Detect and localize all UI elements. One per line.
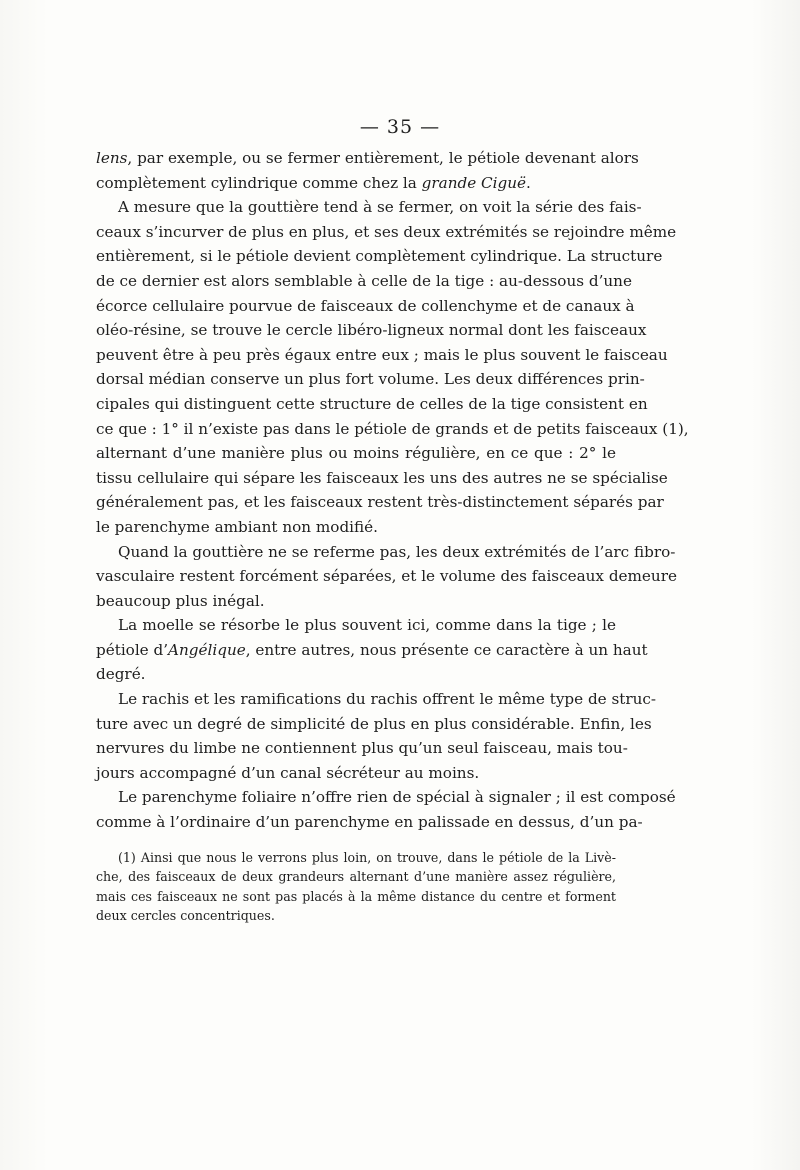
text-segment: vasculaire restent forcément séparées, et le volume des faisceaux demeure — [96, 567, 677, 586]
text-line — [96, 318, 647, 343]
text-segment: ture avec un degré de simplicité de plus en plus considérable. Enfin, les — [96, 714, 652, 733]
text-segment: beaucoup plus inégal. — [96, 591, 265, 610]
text-line — [96, 220, 677, 245]
italic-term: grande Ciguë — [421, 173, 526, 192]
text-segment: le parenchyme ambiant non modifié. — [96, 517, 378, 536]
text-segment: pétiole d’ — [96, 640, 169, 659]
italic-term: Angélique — [168, 640, 246, 659]
text-line — [96, 195, 642, 220]
text-segment: ceaux s’incurver de plus en plus, et ses deux extrémités se rejoindre même — [96, 222, 677, 241]
text-line — [96, 589, 616, 614]
text-segment: entièrement, si le pétiole devient complètement cylindrique. La structure — [96, 247, 663, 266]
text-segment: La moelle se résorbe le plus souvent ici, comme dans la tige ; le — [118, 616, 616, 635]
text-segment: alternant d’une manière plus ou moins régulière, en ce que : 2° le — [96, 444, 616, 463]
text-line — [96, 343, 668, 368]
text-segment: . — [526, 173, 531, 192]
text-segment: Le parenchyme foliaire n’offre rien de spécial à signaler ; il est composé — [118, 788, 676, 807]
text-line — [96, 638, 648, 663]
paragraph — [96, 146, 639, 195]
text-line — [96, 810, 643, 835]
text-segment: Quand la gouttière ne se referme pas, les deux extrémités de l’arc fibro- — [118, 542, 676, 561]
text-segment: , entre autres, nous présente ce caractère à un haut — [245, 640, 648, 659]
text-segment: , par exemple, ou se fermer entièrement, le pétiole devenant alors — [127, 149, 639, 167]
text-line — [96, 417, 689, 442]
text-line — [96, 662, 616, 687]
italic-term: lens — [96, 149, 128, 167]
paragraph — [96, 195, 689, 539]
paragraph — [96, 540, 677, 614]
text-line — [96, 244, 663, 269]
text-segment: oléo-résine, se trouve le cercle libéro-ligneux normal dont les faisceaux — [96, 321, 647, 340]
text-line — [96, 515, 616, 540]
footnote-line: che, des faisceaux de deux grandeurs alternant d’une manière assez régulière, — [96, 869, 616, 885]
text-line — [96, 269, 632, 294]
paragraph — [96, 785, 676, 834]
text-segment: écorce cellulaire pourvue de faisceaux de collenchyme et de canaux à — [96, 296, 635, 315]
text-line — [96, 761, 616, 786]
text-segment: ce que : 1° il n’existe pas dans le pétiole de grands et de petits faisceaux (1), — [96, 419, 689, 438]
text-segment: dorsal médian conserve un plus fort volume. Les deux différences prin- — [96, 370, 645, 389]
text-line — [96, 367, 645, 392]
text-line — [96, 712, 652, 737]
paragraph — [96, 613, 648, 687]
text-line — [96, 687, 657, 712]
text-line — [96, 146, 639, 171]
text-segment: jours accompagné d’un canal sécréteur au moins. — [96, 763, 480, 782]
footnote-line: mais ces faisceaux ne sont pas placés à la même distance du centre et forment — [96, 888, 616, 904]
body-text — [96, 146, 689, 835]
text-segment: tissu cellulaire qui sépare les faisceaux les uns des autres ne se spécialise — [96, 468, 668, 487]
text-segment: Le rachis et les ramifications du rachis offrent le même type de struc- — [118, 690, 657, 709]
paragraph — [96, 687, 657, 785]
text-line — [96, 613, 616, 638]
text-line — [96, 392, 648, 417]
text-segment: comme à l’ordinaire d’un parenchyme en palissade en dessus, d’un pa- — [96, 813, 643, 832]
text-segment: degré. — [96, 665, 146, 684]
text-segment: cipales qui distinguent cette structure de celles de la tige consistent en — [96, 394, 648, 413]
text-segment: de ce dernier est alors semblable à celle de la tige : au-dessous d’une — [96, 271, 632, 290]
text-segment: peuvent être à peu près égaux entre eux ; mais le plus souvent le faisceau — [96, 345, 668, 364]
text-line — [96, 466, 668, 491]
text-line — [96, 490, 664, 515]
text-line — [96, 441, 616, 466]
text-line — [96, 785, 676, 810]
text-segment: A mesure que la gouttière tend à se fermer, on voit la série des fais- — [118, 198, 642, 217]
text-line — [96, 171, 616, 196]
text-segment: complètement cylindrique comme chez la — [96, 173, 422, 192]
page-number: — 35 — — [359, 116, 441, 138]
text-segment: généralement pas, et les faisceaux restent très-distinctement séparés par — [96, 493, 664, 512]
text-line — [96, 736, 628, 761]
footnote — [96, 848, 616, 926]
footnote-line: deux cercles concentriques. — [96, 908, 275, 924]
text-line — [96, 540, 676, 565]
text-line — [96, 294, 635, 319]
text-segment: nervures du limbe ne contiennent plus qu’un seul faisceau, mais tou- — [96, 739, 628, 758]
text-line — [96, 564, 677, 589]
footnote-line: (1) Ainsi que nous le verrons plus loin, on trouve, dans le pétiole de la Livè- — [118, 850, 616, 865]
